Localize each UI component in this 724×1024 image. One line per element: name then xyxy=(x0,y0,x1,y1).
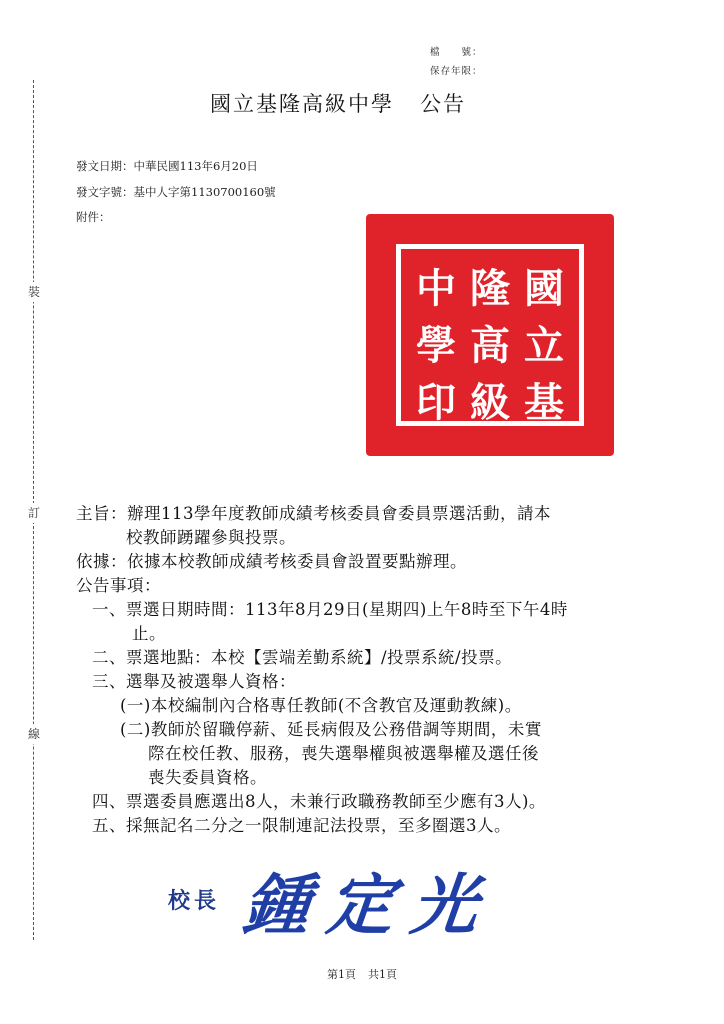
official-seal xyxy=(366,214,614,456)
item-5: 五、採無記名二分之一限制連記法投票，至多圈選3人。 xyxy=(92,816,511,835)
binding-mark-zhuang: 裝 xyxy=(24,282,44,302)
basis-line: 依據：依據本校教師成績考核委員會設置要點辦理。 xyxy=(76,552,467,571)
page-total: 共1頁 xyxy=(368,968,397,981)
issue-date: 發文日期：中華民國113年6月20日 xyxy=(76,159,258,173)
item-1-line-2: 止。 xyxy=(132,624,166,643)
binding-mark-xian: 線 xyxy=(24,724,44,744)
item-1-line-1: 一、票選日期時間：113年8月29日(星期四)上午8時至下午4時 xyxy=(92,600,568,619)
seal-char: 印 xyxy=(416,379,456,426)
school-name: 國立基隆高級中學 xyxy=(210,92,394,116)
binding-mark-ding: 訂 xyxy=(24,503,44,523)
items-header: 公告事項： xyxy=(76,576,161,595)
seal-frame xyxy=(396,244,584,426)
attachment-label: 附件： xyxy=(76,210,111,224)
seal-characters xyxy=(409,257,571,426)
signatory-title: 校長 xyxy=(168,888,221,914)
reference-number: 發文字號：基中人字第1130700160號 xyxy=(76,185,276,199)
subject-line-2: 校教師踴躍參與投票。 xyxy=(126,528,296,547)
item-3: 三、選舉及被選舉人資格： xyxy=(92,672,296,691)
seal-char: 國 xyxy=(524,265,564,312)
page-title xyxy=(210,88,530,118)
item-3-sub-1: (一)本校編制內合格專任教師(不含教官及運動教練)。 xyxy=(120,696,522,715)
seal-char: 級 xyxy=(470,379,510,426)
item-3-sub-2-line-1: (二)教師於留職停薪、延長病假及公務借調等期間，未實 xyxy=(120,720,542,739)
document-type: 公告 xyxy=(420,92,466,116)
seal-char: 中 xyxy=(416,265,456,312)
seal-char: 基 xyxy=(524,379,564,426)
page-footer xyxy=(0,966,724,982)
seal-char: 立 xyxy=(524,322,564,369)
signatory-name: 鍾定光 xyxy=(239,866,500,944)
item-4: 四、票選委員應選出8人，未兼行政職務教師至少應有3人)。 xyxy=(92,792,546,811)
item-3-sub-2-line-2: 際在校任教、服務，喪失選舉權與被選舉權及選任後 xyxy=(148,744,539,763)
principal-signature xyxy=(168,862,528,942)
page-number: 第1頁 xyxy=(327,968,356,981)
item-3-sub-2-line-3: 喪失委員資格。 xyxy=(148,768,267,787)
seal-char: 高 xyxy=(470,322,510,369)
item-2: 二、票選地點：本校【雲端差勤系統】/投票系統/投票。 xyxy=(92,648,513,667)
subject-line-1: 主旨：辦理113學年度教師成績考核委員會委員票選活動，請本 xyxy=(76,504,551,523)
seal-char: 隆 xyxy=(470,265,510,312)
retention-period-label: 保存年限： xyxy=(430,66,483,77)
file-number-label: 檔 號： xyxy=(430,47,483,58)
seal-char: 學 xyxy=(416,322,456,369)
